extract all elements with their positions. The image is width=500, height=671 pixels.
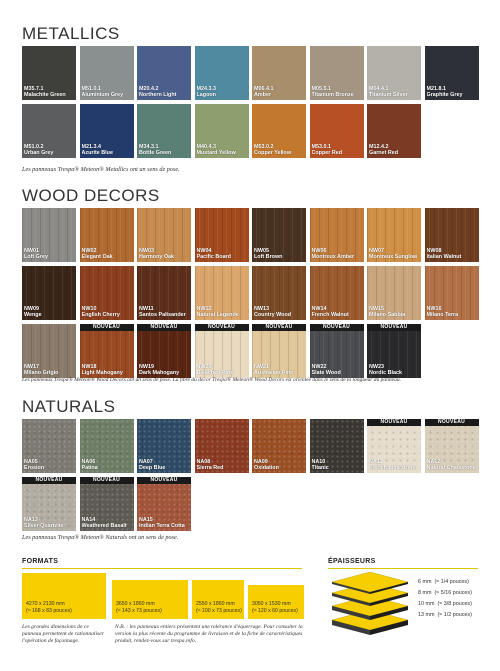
color-swatch-nw21 <box>252 324 306 378</box>
swatch-name: Northern Light <box>139 92 177 98</box>
swatch-name: Nordic Black <box>369 370 402 376</box>
swatch-code: NW23 <box>369 364 384 370</box>
color-swatch-nw10 <box>80 266 134 320</box>
metallics-note: Les panneaux Trespa® Meteon® Metallics ont un sens de pose. <box>22 166 180 173</box>
color-swatch-na11 <box>367 419 421 473</box>
color-swatch-nw03 <box>137 208 191 262</box>
swatch-name: Urban Grey <box>24 150 54 156</box>
swatch-name: Mustard Yellow <box>196 150 236 156</box>
color-swatch-nw09 <box>22 266 76 320</box>
naturals-grid <box>22 419 479 531</box>
swatch-name: Malachite Green <box>24 92 66 98</box>
swatch-name: Garnet Red <box>369 150 399 156</box>
new-badge: NOUVEAU <box>367 419 421 426</box>
color-swatch-na13 <box>22 477 76 531</box>
swatch-code: NW04 <box>196 248 212 254</box>
color-swatch-m40-4-3 <box>195 104 249 158</box>
color-swatch-na15 <box>137 477 191 531</box>
swatch-code: NW01 <box>24 248 39 254</box>
new-badge: NOUVEAU <box>137 324 191 331</box>
format-3650x1860: 3650 x 1860 mm (≈ 143 x 73 pouces) <box>112 580 188 619</box>
swatch-name: Slate Wood <box>311 370 341 376</box>
new-badge: NOUVEAU <box>22 477 76 484</box>
new-badge: NOUVEAU <box>425 419 479 426</box>
swatch-name: Aluminium Grey <box>81 92 124 98</box>
swatch-name: Copper Yellow <box>254 150 292 156</box>
swatch-name: Lagoon <box>196 92 216 98</box>
swatch-name: Loft Brown <box>254 254 283 260</box>
swatch-name: Bottle Green <box>139 150 172 156</box>
color-swatch-m20-4-2 <box>137 46 191 100</box>
color-swatch-nw23 <box>367 324 421 378</box>
color-swatch-nw13 <box>252 266 306 320</box>
swatch-name: Loft Grey <box>24 254 48 260</box>
color-swatch-m21-3-4 <box>80 104 134 158</box>
swatch-code: NW05 <box>254 248 269 254</box>
swatch-name: Patina <box>81 465 98 471</box>
swatch-code: NW09 <box>24 306 39 312</box>
swatch-code: NW13 <box>254 306 269 312</box>
swatch-code: NW16 <box>426 306 442 312</box>
swatch-name: Titanic <box>311 465 329 471</box>
swatch-name: French Walnut <box>311 312 349 318</box>
swatch-name: French Limestone <box>369 465 416 471</box>
new-badge: NOUVEAU <box>310 324 364 331</box>
swatch-name: Titanium Bronze <box>311 92 354 98</box>
swatch-name: Azurite Blue <box>81 150 113 156</box>
swatch-code: NW22 <box>311 364 327 370</box>
swatch-code: NW15 <box>369 306 384 312</box>
swatch-name: Australian Pine <box>254 370 294 376</box>
color-swatch-na09 <box>252 419 306 473</box>
thickness-panels-illustration <box>330 572 410 642</box>
swatch-code: M20.4.2 <box>139 86 159 92</box>
formats-title: FORMATS <box>22 558 59 565</box>
color-swatch-nw20 <box>195 324 249 378</box>
swatch-name: Deep Blue <box>139 465 166 471</box>
metallics-title: METALLICS <box>22 24 120 43</box>
swatch-code: M35.7.1 <box>24 86 44 92</box>
swatch-name: Wenge <box>24 312 42 318</box>
swatch-code: NW07 <box>369 248 384 254</box>
swatch-code: M24.3.3 <box>196 86 216 92</box>
color-swatch-nw01 <box>22 208 76 262</box>
format-2550x1860: 2550 x 1860 mm (≈ 100 x 73 pouces) <box>192 580 244 619</box>
color-swatch-nw18 <box>80 324 134 378</box>
swatch-name: Weathered Basalt <box>81 523 127 529</box>
color-swatch-m34-3-1 <box>137 104 191 158</box>
formats-divider <box>22 568 302 569</box>
swatch-code: M12.4.2 <box>369 144 389 150</box>
swatch-name: Harmony Oak <box>139 254 175 260</box>
swatch-name: Montreux Sunglow <box>369 254 418 260</box>
swatch-name: Dark Mahogany <box>139 370 180 376</box>
color-swatch-na05 <box>22 419 76 473</box>
naturals-title: NATURALS <box>22 397 116 416</box>
new-badge: NOUVEAU <box>367 324 421 331</box>
color-swatch-nw07 <box>367 208 421 262</box>
swatch-name: Indian Terra Cotta <box>139 523 185 529</box>
swatch-code: NW12 <box>196 306 212 312</box>
color-swatch-m05-5-1 <box>310 46 364 100</box>
swatch-name: Titanium Silver <box>369 92 408 98</box>
swatch-name: Natural Legende <box>196 312 239 318</box>
swatch-name: Bleached Pine <box>196 370 234 376</box>
color-swatch-m53-0-2 <box>252 104 306 158</box>
swatch-code: NA06 <box>81 459 96 465</box>
swatch-name: Pacific Board <box>196 254 231 260</box>
color-swatch-m04-4-1 <box>367 46 421 100</box>
swatch-name: Light Mahogany <box>81 370 123 376</box>
swatch-code: NW03 <box>139 248 154 254</box>
swatch-code: NW19 <box>139 364 154 370</box>
color-swatch-m12-4-2 <box>367 104 421 158</box>
swatch-code: M06.4.1 <box>254 86 274 92</box>
swatch-code: NW10 <box>81 306 97 312</box>
swatch-name: Milano Grigio <box>24 370 59 376</box>
swatch-code: NW08 <box>426 248 442 254</box>
swatch-code: NW21 <box>254 364 269 370</box>
swatch-code: NA10 <box>311 459 326 465</box>
new-badge: NOUVEAU <box>252 324 306 331</box>
swatch-code: NW06 <box>311 248 327 254</box>
new-badge: NOUVEAU <box>137 477 191 484</box>
color-swatch-na10 <box>310 419 364 473</box>
swatch-code: M51.0.1 <box>81 86 101 92</box>
color-swatch-nw05 <box>252 208 306 262</box>
swatch-code: NA05 <box>24 459 38 465</box>
swatch-code: M53.0.2 <box>254 144 274 150</box>
swatch-code: NA15 <box>139 517 153 523</box>
swatch-code: M34.3.1 <box>139 144 159 150</box>
swatch-code: NA14 <box>81 517 96 523</box>
swatch-code: NA09 <box>254 459 268 465</box>
color-swatch-nw11 <box>137 266 191 320</box>
swatch-name: Montreux Amber <box>311 254 355 260</box>
color-swatch-nw17 <box>22 324 76 378</box>
swatch-name: Sierra Red <box>196 465 224 471</box>
color-swatch-nw15 <box>367 266 421 320</box>
swatch-name: Oxidation <box>254 465 279 471</box>
color-swatch-nw04 <box>195 208 249 262</box>
new-badge: NOUVEAU <box>80 324 134 331</box>
color-swatch-nw02 <box>80 208 134 262</box>
thickness-6mm: 6 mm (≈ 1/4 pouces) <box>418 579 469 585</box>
wood-decors-title: WOOD DECORS <box>22 186 160 205</box>
swatch-code: M53.0.1 <box>311 144 331 150</box>
color-swatch-na08 <box>195 419 249 473</box>
color-swatch-na07 <box>137 419 191 473</box>
new-badge: NOUVEAU <box>195 324 249 331</box>
swatch-name: Elegant Oak <box>81 254 113 260</box>
wood-decors-note: Les panneaux Trespa® Meteon® Wood Decors ont un sens de pose. La fibre du décor Trespa® Meteon® Wood Decors est orientée dans le sens de la longueur du panneau. <box>22 377 401 383</box>
wood-decors-grid <box>22 208 479 378</box>
color-swatch-nw08 <box>425 208 479 262</box>
swatch-code: NW14 <box>311 306 327 312</box>
swatch-code: NA12 <box>426 459 441 465</box>
color-swatch-na06 <box>80 419 134 473</box>
swatch-code: NA07 <box>139 459 153 465</box>
swatch-code: M05.5.1 <box>311 86 331 92</box>
formats-note-left: Les grandes dimensions de ce panneau permettent de rationnaliser l'opération de façonnage. <box>22 624 104 644</box>
swatch-name: Erosion <box>24 465 45 471</box>
thickness-title: ÉPAISSEURS <box>328 558 376 565</box>
swatch-code: NW02 <box>81 248 97 254</box>
swatch-name: Country Wood <box>254 312 292 318</box>
format-4270x2130: 4270 x 2130 mm (≈ 168 x 83 pouces) <box>22 573 106 619</box>
swatch-code: NA11 <box>369 459 383 465</box>
color-swatch-nw22 <box>310 324 364 378</box>
swatch-name: English Cherry <box>81 312 120 318</box>
swatch-code: NA08 <box>196 459 211 465</box>
color-swatch-nw14 <box>310 266 364 320</box>
thickness-13mm: 13 mm (≈ 1/2 pouces) <box>418 612 472 618</box>
naturals-note: Les panneaux Trespa® Meteon® Naturals ont un sens de pose. <box>22 534 179 541</box>
swatch-code: M04.4.1 <box>369 86 389 92</box>
color-swatch-m53-0-1 <box>310 104 364 158</box>
swatch-code: NW17 <box>24 364 39 370</box>
swatch-name: Milano Terra <box>426 312 459 318</box>
swatch-name: Italian Walnut <box>426 254 462 260</box>
swatch-code: M40.4.3 <box>196 144 216 150</box>
color-swatch-nw12 <box>195 266 249 320</box>
swatch-code: M21.3.4 <box>81 144 101 150</box>
thickness-8mm: 8 mm (≈ 5/16 pouces) <box>418 590 472 596</box>
swatch-name: Santos Palisander <box>139 312 186 318</box>
swatch-code: NW18 <box>81 364 97 370</box>
swatch-name: Milano Sabbia <box>369 312 406 318</box>
color-swatch-m24-3-3 <box>195 46 249 100</box>
color-swatch-nw16 <box>425 266 479 320</box>
swatch-name: Copper Red <box>311 150 343 156</box>
format-3050x1530: 3050 x 1530 mm (≈ 120 x 60 pouces) <box>248 585 304 619</box>
thickness-divider <box>328 568 478 569</box>
swatch-code: NW20 <box>196 364 212 370</box>
swatch-code: NW11 <box>139 306 154 312</box>
color-swatch-m51-0-2 <box>22 104 76 158</box>
swatch-code: NA13 <box>24 517 38 523</box>
swatch-name: Amber <box>254 92 272 98</box>
swatch-code: M21.8.1 <box>426 86 446 92</box>
swatch-name: Natural Chalkstone <box>426 465 476 471</box>
swatch-name: Silver Quartzite <box>24 523 64 529</box>
formats-note-right: N.B. : les panneaux entiers présentent une tolérance d'équerrage. Pour consulter la version la plus récente du programme de livraison et de la fiche de caractéristiques produit, rendez-vous sur trespa.info. <box>115 624 303 644</box>
swatch-name: Graphite Grey <box>426 92 463 98</box>
color-swatch-na12 <box>425 419 479 473</box>
metallics-grid <box>22 46 479 158</box>
color-swatch-nw19 <box>137 324 191 378</box>
thickness-10mm: 10 mm (≈ 3/8 pouces) <box>418 601 472 607</box>
color-swatch-m06-4-1 <box>252 46 306 100</box>
color-swatch-m21-8-1 <box>425 46 479 100</box>
new-badge: NOUVEAU <box>80 477 134 484</box>
color-swatch-m35-7-1 <box>22 46 76 100</box>
color-swatch-m51-0-1 <box>80 46 134 100</box>
color-swatch-na14 <box>80 477 134 531</box>
color-swatch-nw06 <box>310 208 364 262</box>
swatch-code: M51.0.2 <box>24 144 44 150</box>
